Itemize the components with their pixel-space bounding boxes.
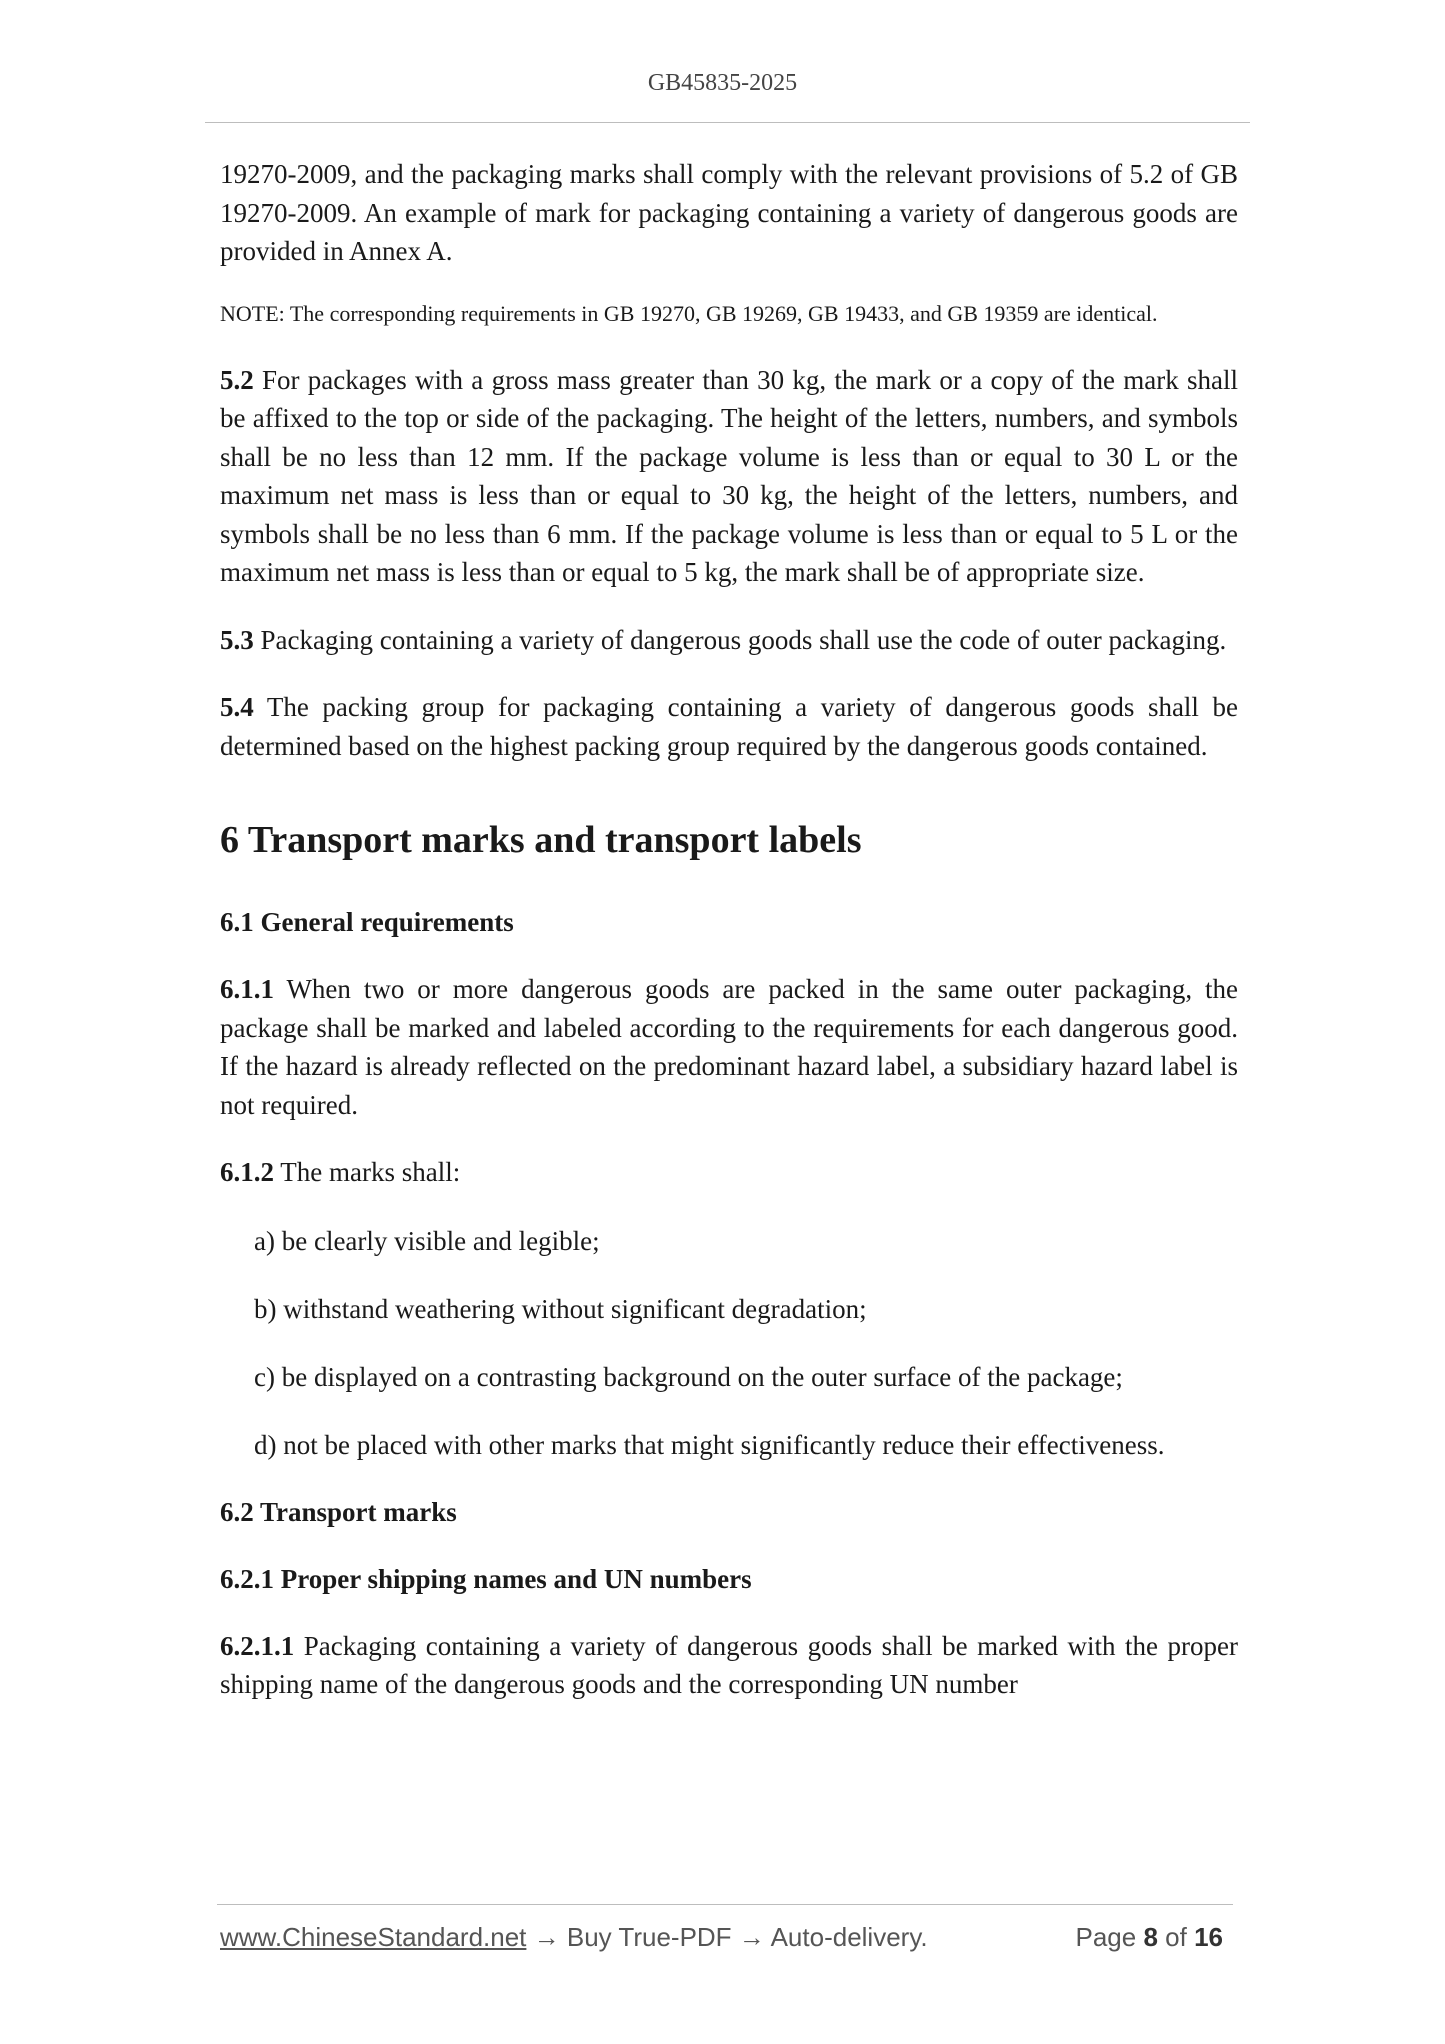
page-label: Page: [1075, 1922, 1137, 1952]
auto-delivery-text: Auto-delivery.: [770, 1922, 928, 1952]
clause-text: When two or more dangerous goods are packed in the same outer packaging, the package shall be marked and labeled according to the requirements for each dangerous good. If the hazard is already reflected on the predominant hazard label, a subsidiary hazard label is not required.: [220, 974, 1238, 1120]
header-divider: [205, 122, 1250, 123]
page-footer: [220, 1922, 1233, 1953]
current-page: 8: [1143, 1922, 1158, 1952]
intro-paragraph: 19270-2009, and the packaging marks shall comply with the relevant provisions of 5.2 of GB 19270-2009. An example of mark for packaging containing a variety of dangerous goods are provided in Annex A.: [220, 159, 1238, 266]
section-6-2-1-heading: 6.2.1 Proper shipping names and UN numbers: [220, 1563, 752, 1594]
clause-text: Packaging containing a variety of dangerous goods shall use the code of outer packaging.: [253, 624, 1227, 655]
clause-6-2-1-1: [220, 1627, 1238, 1704]
page-indicator: [1075, 1922, 1223, 1953]
clause-number: 5.2: [220, 364, 254, 395]
clause-text: The packing group for packaging containing a variety of dangerous goods shall be determined based on the highest packing group required by the dangerous goods contained.: [220, 692, 1238, 761]
clause-6-1-1: [220, 970, 1238, 1124]
total-pages: 16: [1194, 1922, 1223, 1952]
clause-text: Packaging containing a variety of dangerous goods shall be marked with the proper shipping name of the dangerous goods and the corresponding UN number: [220, 1630, 1238, 1699]
section-6-2-heading: 6.2 Transport marks: [220, 1496, 457, 1527]
buy-true-pdf-text: Buy True-PDF: [566, 1922, 732, 1952]
footer-divider: [217, 1904, 1233, 1905]
of-label: of: [1165, 1922, 1187, 1952]
page-content: [220, 155, 1238, 1704]
arrow-icon: →: [731, 1922, 771, 1952]
section-6-heading: 6 Transport marks and transport labels: [220, 819, 862, 861]
list-item: c) be displayed on a contrasting background on the outer surface of the package;: [254, 1361, 1123, 1392]
section-6-1-heading: 6.1 General requirements: [220, 907, 514, 937]
list-item: b) withstand weathering without significant degradation;: [254, 1293, 867, 1324]
clause-number: 6.1.2: [220, 1157, 274, 1187]
website-link[interactable]: www.ChineseStandard.net: [220, 1922, 527, 1952]
clause-number: 6.2.1.1: [220, 1630, 295, 1661]
clause-number: 6.1.1: [220, 974, 274, 1004]
clause-5-4: [220, 688, 1238, 765]
note-paragraph: NOTE: The corresponding requirements in GB 19270, GB 19269, GB 19433, and GB 19359 are identical.: [220, 300, 1158, 326]
clause-5-3: [220, 621, 1238, 660]
clause-6-1-2: [220, 1153, 1238, 1192]
arrow-icon: →: [526, 1922, 567, 1952]
clause-5-2: [220, 361, 1238, 592]
clause-text: The marks shall:: [274, 1157, 461, 1187]
clause-number: 5.4: [220, 692, 254, 722]
document-code-header: GB45835-2025: [647, 70, 798, 96]
clause-number: 5.3: [220, 624, 254, 655]
list-item: a) be clearly visible and legible;: [254, 1225, 600, 1256]
list-item: d) not be placed with other marks that might significantly reduce their effectiveness.: [254, 1429, 1165, 1460]
clause-text: For packages with a gross mass greater than 30 kg, the mark or a copy of the mark shall be affixed to the top or side of the packaging. The height of the letters, numbers, and symbols shall be no less than 12 mm. If the package volume is less than or equal to 30 L or the maximum net mass is less than or equal to 30 kg, the height of the letters, numbers, and symbols shall be no less than 6 mm. If the package volume is less than or equal to 5 L or the maximum net mass is less than or equal to 5 kg, the mark shall be of appropriate size.: [220, 364, 1238, 587]
